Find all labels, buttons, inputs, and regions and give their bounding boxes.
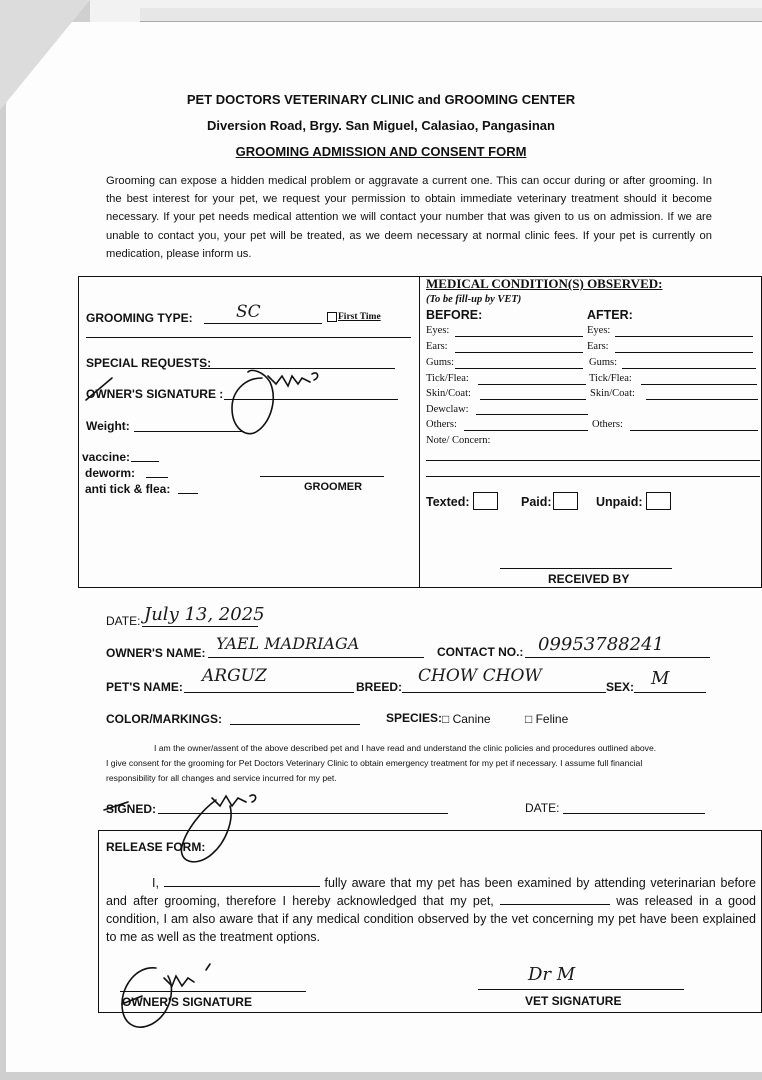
species-canine-option[interactable]: □ Canine xyxy=(442,712,491,726)
before-others-label: Others: xyxy=(426,419,457,430)
owner-name-label: OWNER'S NAME: xyxy=(106,646,206,660)
after-tick-label: Tick/Flea: xyxy=(589,373,632,384)
note-label: Note/ Concern: xyxy=(426,435,491,446)
medical-subtitle: (To be fill-up by VET) xyxy=(426,294,522,305)
received-by-label: RECEIVED BY xyxy=(548,572,630,586)
sex-value[interactable]: M xyxy=(651,668,670,689)
after-label: AFTER: xyxy=(587,308,633,322)
color-markings-label: COLOR/MARKINGS: xyxy=(106,712,222,726)
vet-signature-value[interactable]: Dr M xyxy=(528,964,576,985)
date-label: DATE: xyxy=(106,614,141,628)
consent-date-label: DATE: xyxy=(525,801,560,815)
after-skin-label: Skin/Coat: xyxy=(590,388,635,399)
before-tick-label: Tick/Flea: xyxy=(426,373,469,384)
paid-label: Paid: xyxy=(521,495,552,509)
sex-label: SEX: xyxy=(606,680,635,694)
species-feline-option[interactable]: □ Feline xyxy=(525,712,569,726)
grooming-type-value[interactable]: SC xyxy=(236,302,261,322)
before-ears-label: Ears: xyxy=(426,341,448,352)
unpaid-label: Unpaid: xyxy=(596,495,643,509)
consent-line-3: responsibility for all changes and service incurred for my pet. xyxy=(106,773,337,783)
groomer-label: GROOMER xyxy=(304,481,363,493)
vet-signature-label: VET SIGNATURE xyxy=(525,994,622,1008)
consent-line-1: I am the owner/assent of the above described pet and I have read and understand the clinic policies and procedures outlined above. xyxy=(154,743,657,753)
pet-name-value[interactable]: ARGUZ xyxy=(202,666,267,686)
deworm-label: deworm: xyxy=(85,466,136,480)
consent-line-2: I give consent for the grooming for Pet Doctors Veterinary Clinic to obtain emergency treatment for my pet if necessary. I assume full financial xyxy=(106,758,643,768)
before-skin-label: Skin/Coat: xyxy=(426,388,471,399)
pet-name-label: PET'S NAME: xyxy=(106,680,183,694)
after-others-label: Others: xyxy=(592,419,623,430)
release-text-c: was released in a good condition, I am also aware that if any medical condition observed by the vet concerning my pet have been explained to me as well as the treatment options. xyxy=(106,894,756,944)
breed-value[interactable]: CHOW CHOW xyxy=(418,666,542,686)
breed-label: BREED: xyxy=(356,680,403,694)
first-time-label: First Time xyxy=(338,312,381,322)
after-eyes-label: Eyes: xyxy=(587,325,611,336)
clinic-address: Diversion Road, Brgy. San Miguel, Calasiao, Pangasinan xyxy=(207,118,555,133)
after-gums-label: Gums: xyxy=(589,357,618,368)
anti-tick-label: anti tick & flea: xyxy=(85,482,171,496)
release-text-a: I, xyxy=(152,876,159,890)
contact-value[interactable]: 09953788241 xyxy=(538,634,664,655)
species-label: SPECIES: xyxy=(386,711,443,725)
special-requests-label: SPECIAL REQUESTS: xyxy=(86,356,212,370)
form-title: GROOMING ADMISSION AND CONSENT FORM xyxy=(235,144,527,159)
release-owner-signature-label: OWNER'S SIGNATURE xyxy=(122,995,252,1009)
contact-label: CONTACT NO.: xyxy=(437,645,524,659)
owner-name-value[interactable]: YAEL MADRIAGA xyxy=(216,634,360,653)
signed-label: SIGNED: xyxy=(106,802,157,816)
before-gums-label: Gums: xyxy=(426,357,455,368)
vaccine-label: vaccine: xyxy=(82,450,131,464)
release-text-b: fully aware that my pet has been examined by attending veterinarian before and after grooming, therefore I hereby acknowledged that my pet, xyxy=(106,876,756,908)
clinic-name: PET DOCTORS VETERINARY CLINIC and GROOMING CENTER xyxy=(186,92,576,107)
before-eyes-label: Eyes: xyxy=(426,325,450,336)
grooming-type-label: GROOMING TYPE: xyxy=(86,311,193,325)
weight-label: Weight: xyxy=(86,419,130,433)
intro-paragraph: Grooming can expose a hidden medical problem or aggravate a current one. This can occur during or after grooming. In the best interest for your pet, we request your permission to obtain immediate veterinary treatment should it become necessary. If your pet needs medical attention we will contact your number that was given to us on admission. If we are unable to contact you, your pet will be treated, as we deem necessary at normal clinic fees. If your pet is currently on medication, please inform us. xyxy=(106,175,712,260)
after-ears-label: Ears: xyxy=(587,341,609,352)
medical-title: MEDICAL CONDITION(S) OBSERVED: xyxy=(426,276,663,291)
before-label: BEFORE: xyxy=(426,308,483,322)
release-title: RELEASE FORM: xyxy=(106,840,206,854)
owner-signature-label: OWNER'S SIGNATURE : xyxy=(86,387,224,401)
date-value[interactable]: July 13, 2025 xyxy=(144,604,265,625)
before-dewclaw-label: Dewclaw: xyxy=(426,404,469,415)
texted-label: Texted: xyxy=(426,495,470,509)
